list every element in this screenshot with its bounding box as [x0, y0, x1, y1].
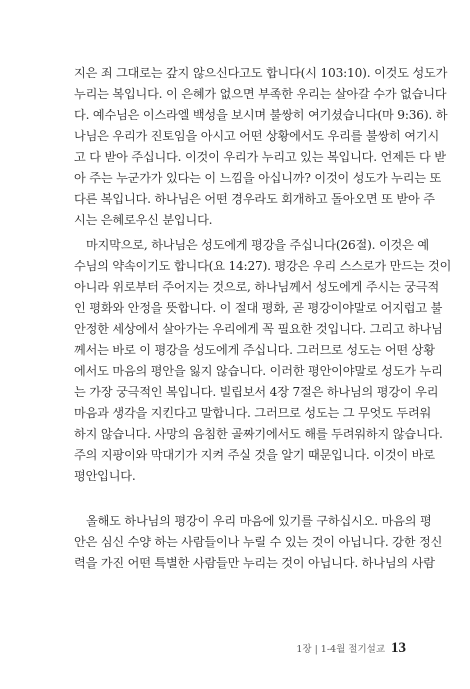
text-line: 지은 죄 그대로는 갚지 않으신다고도 합니다(시 103:10). 이것도 성도가 [74, 66, 448, 80]
page-footer [296, 640, 406, 657]
text-line: 다른 복입니다. 하나님은 어떤 경우라도 회개하고 돌아오면 또 받아 주 [74, 192, 435, 206]
text-line: 고 다 받아 주십니다. 이것이 우리가 누리고 있는 복입니다. 언제든 다 받 [74, 150, 446, 164]
running-footer: 1장 | 1-4월 절기설교 [296, 644, 385, 655]
text-line: 는 가장 궁극적인 복입니다. 빌립보서 4장 7절은 하나님의 평강이 우리 [74, 385, 439, 399]
text-line: 누리는 복입니다. 이 은혜가 없으면 부족한 우리는 살아갈 수가 없습니다 [74, 87, 447, 101]
text-line: 아니라 위로부터 주어지는 것으로, 하나님께서 성도에게 주시는 궁극적 [74, 280, 440, 294]
text-line: 올해도 하나님의 평강이 우리 마음에 있기를 구하십시오. 마음의 평 [86, 514, 432, 528]
text-line: 께서는 바로 이 평강을 성도에게 주십니다. 그러므로 성도는 어떤 상황 [74, 343, 435, 357]
text-line: 나님은 우리가 진토임을 아시고 어떤 상황에서도 우리를 불쌍히 여기시 [74, 129, 440, 143]
text-line: 마지막으로, 하나님은 성도에게 평강을 주십니다(26절). 이것은 예 [86, 238, 429, 252]
page-number: 13 [391, 640, 406, 656]
text-line: 아 주는 누군가가 있다는 이 느낌을 아십니까? 이것이 성도가 누리는 또 [74, 171, 442, 185]
text-line: 하지 않습니다. 사망의 음침한 골짜기에서도 해를 두려워하지 않습니다. [74, 427, 443, 441]
text-line: 력을 가진 어떤 특별한 사람들만 누리는 것이 아닙니다. 하나님의 사람 [74, 556, 435, 570]
text-line: 안은 심신 수양 하는 사람들이나 누릴 수 있는 것이 아닙니다. 강한 정신 [74, 535, 443, 549]
text-line: 안정한 세상에서 살아가는 우리에게 꼭 필요한 것입니다. 그리고 하나님 [74, 322, 443, 336]
text-line: 에서도 마음의 평안을 잃지 않습니다. 이러한 평안이야말로 성도가 누리 [74, 364, 443, 378]
text-line: 평안입니다. [74, 469, 136, 483]
text-line: 시는 은혜로우신 분입니다. [74, 213, 213, 227]
text-line: 수님의 약속이기도 합니다(요 14:27). 평강은 우리 스스로가 만드는 것이 [74, 259, 452, 273]
text-line: 인 평화와 안정을 뜻합니다. 이 절대 평화, 곧 평강이야말로 어지럽고 불 [74, 301, 443, 315]
text-line: 다. 예수님은 이스라엘 백성을 보시며 불쌍히 여기셨습니다(마 9:36). 하 [74, 108, 448, 122]
text-line: 마음과 생각을 지킨다고 말합니다. 그러므로 성도는 그 무엇도 두려워 [74, 406, 432, 420]
text-line: 주의 지팡이와 막대기가 지켜 주실 것을 알기 때문입니다. 이것이 바로 [74, 448, 435, 462]
